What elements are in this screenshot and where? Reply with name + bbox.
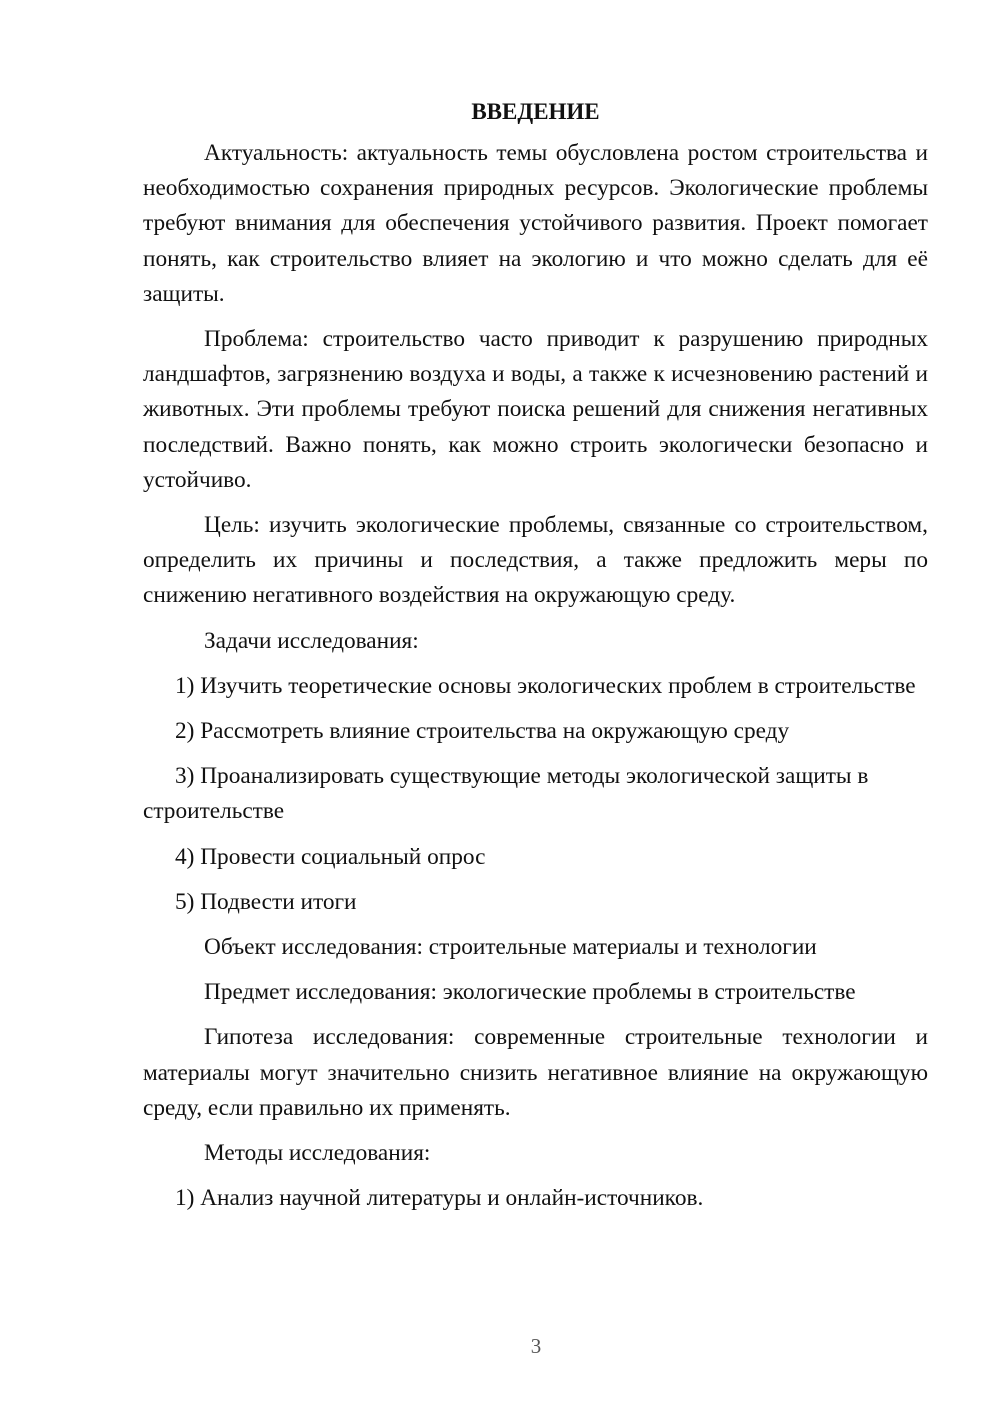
goal-paragraph: Цель: изучить экологические проблемы, связанные со строительством, определить их причины и последствия, а также предложить меры по снижению негативного воздействия на окружающую среду. <box>143 512 928 609</box>
page-content <box>143 96 928 1226</box>
task-item-1: 1) Изучить теоретические основы экологических проблем в строительстве <box>175 672 916 699</box>
method-item-1: 1) Анализ научной литературы и онлайн-источников. <box>175 1185 704 1212</box>
task-item-4: 4) Провести социальный опрос <box>175 843 486 870</box>
methods-heading: Методы исследования: <box>204 1140 431 1167</box>
task-item-5: 5) Подвести итоги <box>175 888 357 915</box>
page-number: 3 <box>530 1334 542 1358</box>
hypothesis-paragraph: Гипотеза исследования: современные строительные технологии и материалы могут значительно снизить негативное влияние на окружающую среду, если правильно их применять. <box>143 1024 928 1121</box>
research-subject: Предмет исследования: экологические проблемы в строительстве <box>204 979 856 1006</box>
problem-paragraph: Проблема: строительство часто приводит к разрушению природных ландшафтов, загрязнению воздуха и воды, а также к исчезновению растений и животных. Эти проблемы требуют поиска решений для снижения негативных последствий. Важно понять, как можно строить экологически безопасно и устойчиво. <box>143 326 928 493</box>
tasks-heading: Задачи исследования: <box>204 627 419 654</box>
task-item-2: 2) Рассмотреть влияние строительства на окружающую среду <box>175 718 790 745</box>
document-title: ВВЕДЕНИЕ <box>471 99 600 124</box>
relevance-paragraph: Актуальность: актуальность темы обусловлена ростом строительства и необходимостью сохранения природных ресурсов. Экологические проблемы требуют внимания для обеспечения устойчивого развития. Проект помогает понять, как строительство влияет на экологию и что можно сделать для её защиты. <box>143 140 928 307</box>
research-object: Объект исследования: строительные материалы и технологии <box>204 934 817 961</box>
task-item-3: 3) Проанализировать существующие методы экологической защиты в строительстве <box>143 763 869 825</box>
